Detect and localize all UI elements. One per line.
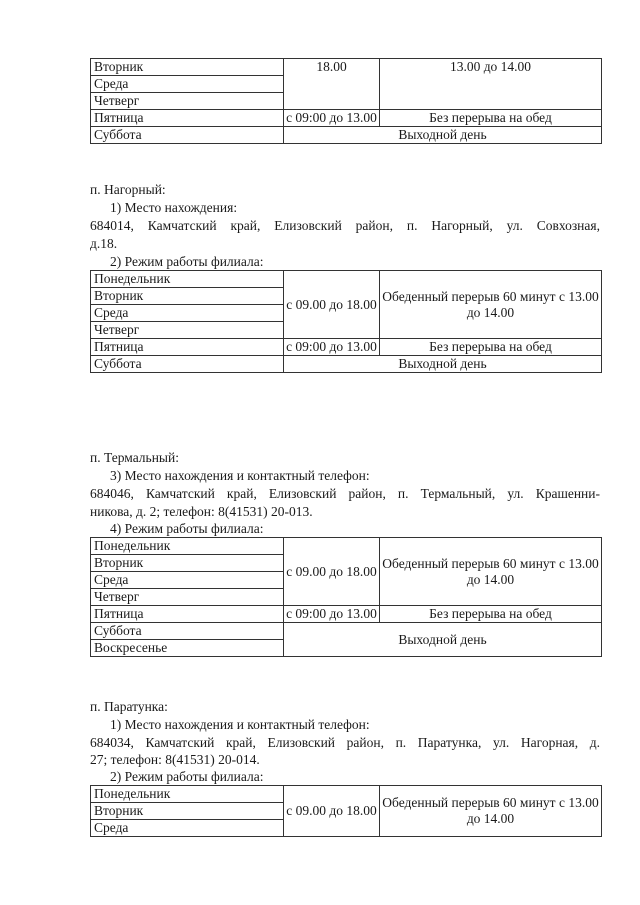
friday-note: Без перерыва на обед — [380, 606, 602, 623]
nagorny-schedule-table — [90, 270, 602, 373]
termalny-schedule-table — [90, 537, 602, 657]
day-thursday: Четверг — [91, 93, 284, 110]
friday-hours: с 09:00 до 13.00 — [284, 339, 380, 356]
friday-hours: с 09:00 до 13.00 — [284, 110, 380, 127]
section-heading-termalny: п. Термальный: — [90, 450, 179, 465]
day-saturday: Суббота — [91, 356, 284, 373]
day-friday: Пятница — [91, 110, 284, 127]
list-item-schedule: 2) Режим работы филиала: — [110, 769, 264, 784]
day-tuesday: Вторник — [91, 803, 284, 820]
table-row — [91, 623, 602, 640]
day-thursday: Четверг — [91, 589, 284, 606]
weekday-hours: с 09.00 до 18.00 — [284, 538, 380, 606]
address-line: д.18. — [90, 236, 118, 251]
break-fragment: 13.00 до 14.00 — [380, 59, 602, 110]
day-tuesday: Вторник — [91, 288, 284, 305]
day-saturday: Суббота — [91, 127, 284, 144]
day-tuesday: Вторник — [91, 59, 284, 76]
saturday-note: Выходной день — [284, 356, 602, 373]
lunch-break-note: Обеденный перерыв 60 минут с 13.00 до 14.00 — [380, 538, 602, 606]
weekday-hours: с 09.00 до 18.00 — [284, 271, 380, 339]
address-line: 684014, Камчатский край, Елизовский район, п. Нагорный, ул. Совхозная, — [90, 218, 600, 233]
day-monday: Понедельник — [91, 786, 284, 803]
day-wednesday: Среда — [91, 820, 284, 837]
address-line: 684034, Камчатский край, Елизовский район, п. Паратунка, ул. Нагорная, д. — [90, 735, 600, 750]
address-line: 684046, Камчатский край, Елизовский район, п. Термальный, ул. Крашенни- — [90, 486, 600, 501]
table-row — [91, 538, 602, 555]
day-sunday: Воскресенье — [91, 640, 284, 657]
day-wednesday: Среда — [91, 76, 284, 93]
address-line: 27; телефон: 8(41531) 20-014. — [90, 752, 260, 767]
paratunka-schedule-table — [90, 785, 602, 837]
list-item-location-phone: 1) Место нахождения и контактный телефон: — [110, 717, 370, 732]
hours-fragment: 18.00 — [284, 59, 380, 110]
lunch-break-note: Обеденный перерыв 60 минут с 13.00 до 14.00 — [380, 271, 602, 339]
weekday-hours: с 09.00 до 18.00 — [284, 786, 380, 837]
day-monday: Понедельник — [91, 271, 284, 288]
friday-note: Без перерыва на обед — [380, 110, 602, 127]
table-row — [91, 606, 602, 623]
table-row — [91, 59, 602, 76]
table-row — [91, 786, 602, 803]
list-item-location-phone: 3) Место нахождения и контактный телефон: — [110, 468, 370, 483]
weekend-note: Выходной день — [284, 623, 602, 657]
friday-note: Без перерыва на обед — [380, 339, 602, 356]
list-item-schedule: 2) Режим работы филиала: — [110, 254, 264, 269]
day-friday: Пятница — [91, 606, 284, 623]
list-item-location: 1) Место нахождения: — [110, 200, 238, 215]
table-row — [91, 271, 602, 288]
friday-hours: с 09:00 до 13.00 — [284, 606, 380, 623]
list-item-schedule: 4) Режим работы филиала: — [110, 521, 264, 536]
day-thursday: Четверг — [91, 322, 284, 339]
saturday-note: Выходной день — [284, 127, 602, 144]
table-row — [91, 110, 602, 127]
day-monday: Понедельник — [91, 538, 284, 555]
lunch-break-note: Обеденный перерыв 60 минут с 13.00 до 14.00 — [380, 786, 602, 837]
table-row — [91, 127, 602, 144]
day-saturday: Суббота — [91, 623, 284, 640]
table-row — [91, 339, 602, 356]
day-tuesday: Вторник — [91, 555, 284, 572]
section-heading-nagorny: п. Нагорный: — [90, 182, 166, 197]
table-row — [91, 356, 602, 373]
top-schedule-table — [90, 58, 602, 144]
day-wednesday: Среда — [91, 305, 284, 322]
address-line: никова, д. 2; телефон: 8(41531) 20-013. — [90, 504, 313, 519]
section-heading-paratunka: п. Паратунка: — [90, 699, 168, 714]
day-friday: Пятница — [91, 339, 284, 356]
day-wednesday: Среда — [91, 572, 284, 589]
